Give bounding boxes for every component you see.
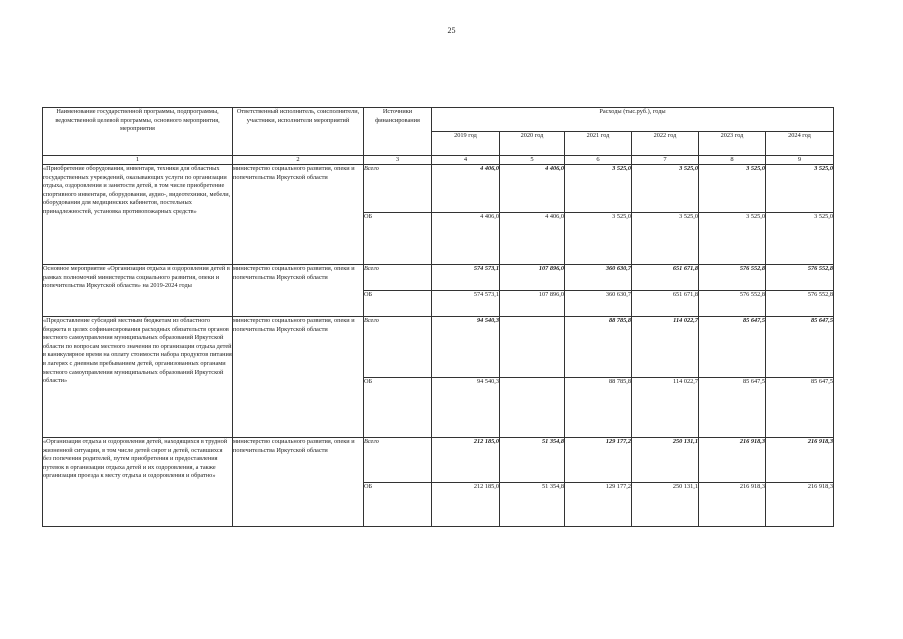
ob-value: 216 918,3: [766, 483, 834, 527]
header-name: Наименование государственной программы, подпрограммы, ведомственной целевой программы, основного мероприятия, мероприятия: [43, 108, 233, 156]
ob-value: [500, 378, 565, 438]
total-value: 107 896,0: [500, 265, 565, 291]
total-value: 576 552,8: [699, 265, 766, 291]
total-value: 212 185,0: [432, 438, 500, 483]
measure-name: Основное мероприятие «Организация отдыха и оздоровления детей в рамках полномочий министерства социального развития, опеки и попечительства Иркутской области» на 2019-2024 годы: [43, 265, 233, 317]
ob-value: 114 022,7: [632, 378, 699, 438]
measure-executor: министерство социального развития, опеки и попечительства Иркутской области: [233, 317, 364, 438]
ob-value: 250 131,1: [632, 483, 699, 527]
ob-value: 574 573,1: [432, 291, 500, 317]
total-value: 3 525,0: [766, 165, 834, 213]
ob-value: 85 647,5: [699, 378, 766, 438]
total-value: 88 785,8: [565, 317, 632, 378]
ob-value: 85 647,5: [766, 378, 834, 438]
column-number: 7: [632, 156, 699, 165]
total-value: 3 525,0: [565, 165, 632, 213]
column-number: 1: [43, 156, 233, 165]
source-ob-label: ОБ: [364, 291, 432, 317]
ob-value: 3 525,0: [565, 213, 632, 265]
ob-value: 129 177,2: [565, 483, 632, 527]
header-executor: Ответственный исполнитель, соисполнители, участники, исполнители мероприятий: [233, 108, 364, 156]
measure-name: «Предоставление субсидий местным бюджетам из областного бюджета в целях софинансирования расходных обязательств органов местного самоуправления муниципальных образований Иркутской области по вопросам местного значения по организации отдыха детей в каникулярное время на оплату стоимости набора продуктов питания в лагерях с дневным пребыванием детей, организованных органами местного самоуправления муниципальных образований Иркутской области»: [43, 317, 233, 438]
source-ob-label: ОБ: [364, 483, 432, 527]
total-value: 3 525,0: [632, 165, 699, 213]
header-source: Источники финансирования: [364, 108, 432, 156]
header-year: 2022 год: [632, 132, 699, 156]
ob-value: 3 525,0: [699, 213, 766, 265]
ob-value: 216 918,3: [699, 483, 766, 527]
total-value: 360 630,7: [565, 265, 632, 291]
column-number: 4: [432, 156, 500, 165]
measure-name: «Организация отдыха и оздоровления детей, находящихся в трудной жизненной ситуации, в том числе детей сирот и детей, оставшихся без попечения родителей, путем приобретения и предоставления путевок в организации отдыха детей и их оздоровления, а также организация проезда к месту отдыха и оздоровления и обратно»: [43, 438, 233, 527]
table-row: [43, 165, 834, 213]
ob-value: 4 406,0: [500, 213, 565, 265]
ob-value: 94 540,3: [432, 378, 500, 438]
table-row: [43, 265, 834, 291]
total-value: 129 177,2: [565, 438, 632, 483]
ob-value: 3 525,0: [632, 213, 699, 265]
total-value: 85 647,5: [699, 317, 766, 378]
total-value: 3 525,0: [699, 165, 766, 213]
header-year: 2019 год: [432, 132, 500, 156]
ob-value: 107 896,0: [500, 291, 565, 317]
header-year: 2020 год: [500, 132, 565, 156]
source-total-label: Всего: [364, 265, 432, 291]
ob-value: 576 552,8: [699, 291, 766, 317]
measure-name: «Приобретение оборудования, инвентаря, техники для областных государственных учреждений, оказывающих услуги по организации отдыха, оздоровления и занятости детей, в том числе приобретение спортивного инвентаря, оборудования, аудио-, видеотехники, мебели, оборудования для медицинских кабинетов, постельных принадлежностей, установка противопожарных средств»: [43, 165, 233, 265]
ob-value: 212 185,0: [432, 483, 500, 527]
header-expenses: Расходы (тыс.руб.), годы: [432, 108, 834, 132]
column-number: 6: [565, 156, 632, 165]
source-ob-label: ОБ: [364, 378, 432, 438]
header-year: 2021 год: [565, 132, 632, 156]
measure-executor: министерство социального развития, опеки и попечительства Иркутской области: [233, 265, 364, 317]
total-value: 216 918,3: [699, 438, 766, 483]
total-value: [500, 317, 565, 378]
total-value: 114 022,7: [632, 317, 699, 378]
measure-executor: министерство социального развития, опеки и попечительства Иркутской области: [233, 438, 364, 527]
header-year: 2024 год: [766, 132, 834, 156]
total-value: 85 647,5: [766, 317, 834, 378]
source-total-label: Всего: [364, 317, 432, 378]
ob-value: 360 630,7: [565, 291, 632, 317]
ob-value: 651 671,8: [632, 291, 699, 317]
column-number: 8: [699, 156, 766, 165]
column-number: 2: [233, 156, 364, 165]
measure-executor: министерство социального развития, опеки и попечительства Иркутской области: [233, 165, 364, 265]
table-row: [43, 317, 834, 378]
header-year: 2023 год: [699, 132, 766, 156]
ob-value: 4 406,0: [432, 213, 500, 265]
ob-value: 51 354,8: [500, 483, 565, 527]
total-value: 576 552,8: [766, 265, 834, 291]
column-number: 5: [500, 156, 565, 165]
total-value: 651 671,8: [632, 265, 699, 291]
total-value: 250 131,1: [632, 438, 699, 483]
total-value: 51 354,8: [500, 438, 565, 483]
total-value: 4 406,0: [432, 165, 500, 213]
table-row: [43, 438, 834, 483]
total-value: 94 540,3: [432, 317, 500, 378]
total-value: 216 918,3: [766, 438, 834, 483]
column-numbers-row: [43, 156, 834, 165]
ob-value: 3 525,0: [766, 213, 834, 265]
source-total-label: Всего: [364, 438, 432, 483]
column-number: 9: [766, 156, 834, 165]
source-total-label: Всего: [364, 165, 432, 213]
budget-table: [42, 107, 834, 527]
ob-value: 88 785,8: [565, 378, 632, 438]
total-value: 4 406,0: [500, 165, 565, 213]
page-number: 25: [447, 26, 456, 35]
source-ob-label: ОБ: [364, 213, 432, 265]
column-number: 3: [364, 156, 432, 165]
ob-value: 576 552,8: [766, 291, 834, 317]
total-value: 574 573,1: [432, 265, 500, 291]
